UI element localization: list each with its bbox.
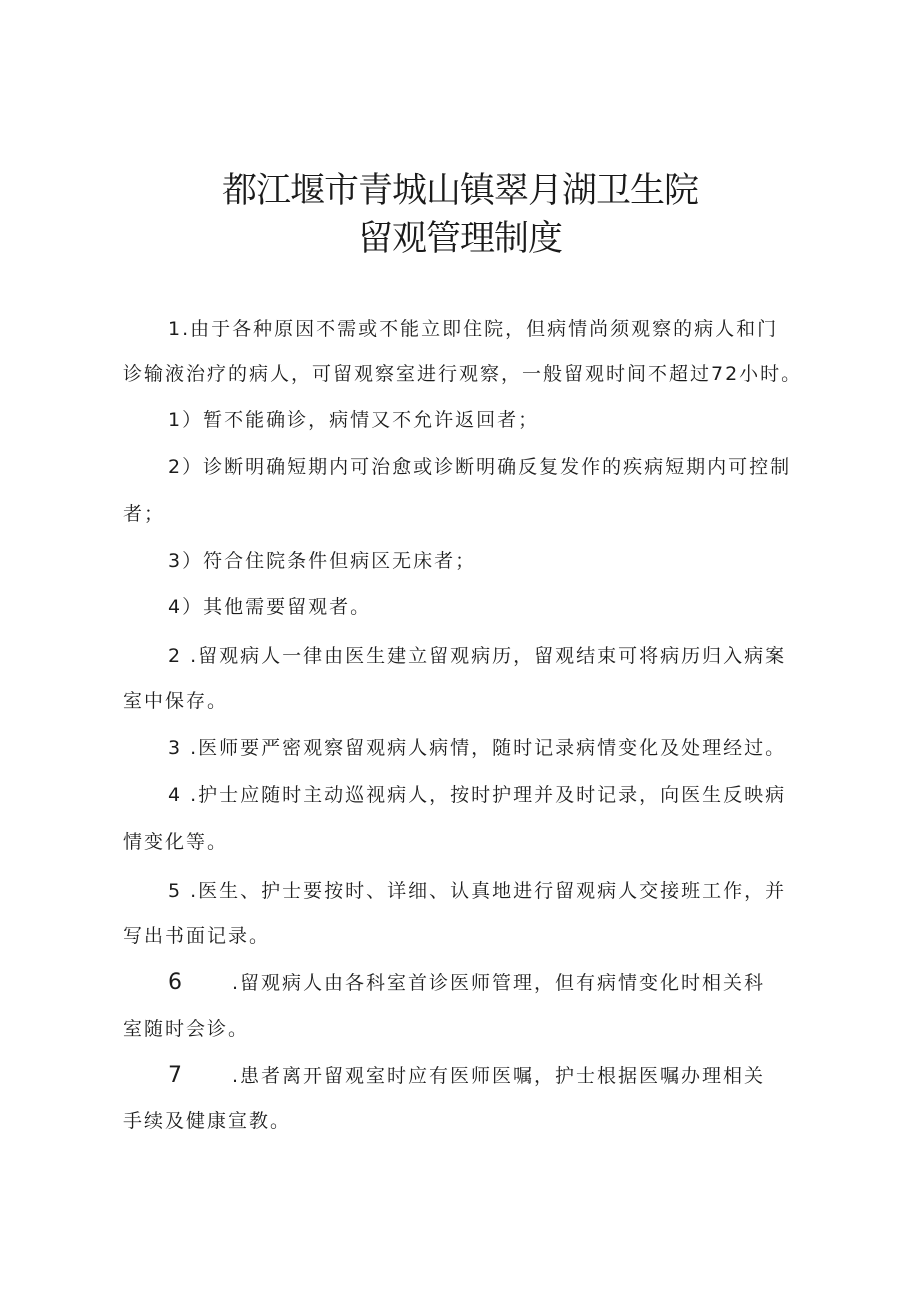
paragraph-4-line-1: 4 .护士应随时主动巡视病人，按时护理并及时记录，向医生反映病 [168,784,787,806]
item-6-number: 6 [168,970,184,995]
paragraph-6-line-2: 室随时会诊。 [123,1018,250,1040]
paragraph-1-line-2: 诊输液治疗的病人，可留观察室进行观察，一般留观时间不超过72小时。 [123,363,803,385]
paragraph-1-line-1: 1.由于各种原因不需或不能立即住院，但病情尚须观察的病人和门 [168,318,779,340]
document-title-line-2: 留观管理制度 [357,219,562,259]
document-title-line-1: 都江堰市青城山镇翠月湖卫生院 [221,171,698,211]
paragraph-2-line-1: 2 .留观病人一律由医生建立留观病历，留观结束可将病历归入病案 [168,645,787,667]
paragraph-7-line-1 [168,1065,765,1087]
paragraph-5-line-1: 5 .医生、护士要按时、详细、认真地进行留观病人交接班工作，并 [168,880,787,902]
paragraph-6-line-1 [168,972,765,994]
item-7-number: 7 [168,1063,184,1088]
list-item-2-line-2: 者； [123,503,166,525]
paragraph-4-line-2: 情变化等。 [123,831,229,853]
item-7-text: .患者离开留观室时应有医师医嘱，护士根据医嘱办理相关 [232,1065,766,1087]
list-item-4: 4）其他需要留观者。 [168,596,372,618]
list-item-2-line-1: 2）诊断明确短期内可治愈或诊断明确反复发作的疾病短期内可控制 [168,456,792,478]
list-item-1: 1）暂不能确诊，病情又不允许返回者； [168,409,540,431]
paragraph-7-line-2: 手续及健康宣教。 [123,1110,292,1132]
paragraph-3: 3 .医师要严密观察留观病人病情，随时记录病情变化及处理经过。 [168,737,787,759]
paragraph-2-line-2: 室中保存。 [123,690,229,712]
item-6-text: .留观病人由各科室首诊医师管理，但有病情变化时相关科 [232,972,766,994]
list-item-3: 3）符合住院条件但病区无床者； [168,550,477,572]
paragraph-5-line-2: 写出书面记录。 [123,925,271,947]
